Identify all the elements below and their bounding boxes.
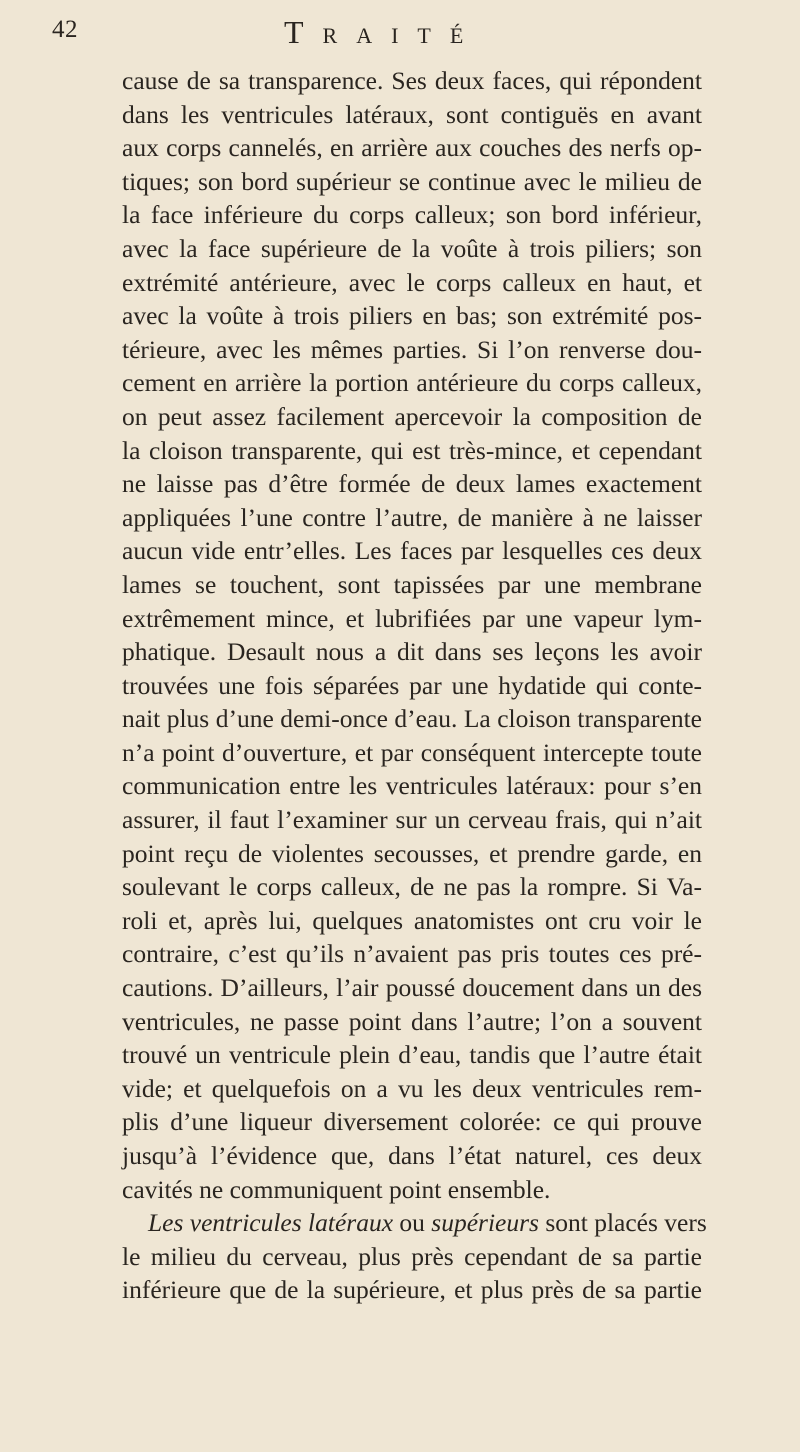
text-line: trouvé un ventricule plein d’eau, tandis que l’autre était xyxy=(122,1040,702,1070)
body-text xyxy=(122,64,707,1307)
text-fragment: sont placés vers xyxy=(538,1208,707,1238)
text-line: cause de sa transparence. Ses deux faces, qui répondent xyxy=(122,66,702,95)
text-line: point reçu de violentes secousses, et prendre garde, en xyxy=(122,838,702,868)
text-line: vide; et quelquefois on a vu les deux ventricules rem- xyxy=(122,1073,702,1103)
text-line: on peut assez facilement apercevoir la composition de xyxy=(122,401,702,431)
text-line: n’a point d’ouverture, et par conséquent intercepte toute xyxy=(122,737,702,767)
text-line: cautions. D’ailleurs, l’air poussé doucement dans un des xyxy=(122,973,702,1003)
text-line: tiques; son bord supérieur se continue avec le milieu de xyxy=(122,166,702,196)
text-line: dans les ventricules latéraux, sont contiguës en avant xyxy=(122,99,702,129)
text-line: cement en arrière la portion antérieure du corps calleux, xyxy=(122,368,702,398)
text-line: appliquées l’une contre l’autre, de manière à ne laisser xyxy=(122,502,702,532)
text-line: roli et, après lui, quelques anatomistes ont cru voir le xyxy=(122,905,702,935)
text-line: ventricules, ne passe point dans l’autre; l’on a souvent xyxy=(122,1006,702,1036)
text-line: communication entre les ventricules latéraux: pour s’en xyxy=(122,771,702,801)
text-line: le milieu du cerveau, plus près cependant de sa partie xyxy=(122,1241,702,1271)
text-fragment: ou xyxy=(393,1208,432,1238)
page-number: 42 xyxy=(52,16,78,43)
text-line: inférieure que de la supérieure, et plus près de sa partie xyxy=(122,1275,702,1305)
text-line: nait plus d’une demi-once d’eau. La cloison transparente xyxy=(122,704,702,734)
italic-term: supérieurs xyxy=(431,1208,539,1238)
text-line: plis d’une liqueur diversement colorée: ce qui prouve xyxy=(122,1107,702,1137)
text-line: avec la face supérieure de la voûte à trois piliers; son xyxy=(122,233,702,263)
text-line: aux corps cannelés, en arrière aux couches des nerfs op- xyxy=(122,133,702,163)
page-header xyxy=(52,14,752,54)
text-line: extrêmement mince, et lubrifiées par une vapeur lym- xyxy=(122,603,702,633)
text-line: extrémité antérieure, avec le corps calleux en haut, et xyxy=(122,267,702,297)
text-line: trouvées une fois séparées par une hydatide qui conte- xyxy=(122,670,702,700)
text-line: soulevant le corps calleux, de ne pas la rompre. Si Va- xyxy=(122,872,702,902)
text-line: jusqu’à l’évidence que, dans l’état naturel, ces deux xyxy=(122,1141,702,1170)
text-line: aucun vide entr’elles. Les faces par lesquelles ces deux xyxy=(122,536,702,566)
text-line-paragraph-end: cavités ne communiquent point ensemble. xyxy=(122,1174,551,1204)
text-line: avec la voûte à trois piliers en bas; son extrémité pos- xyxy=(122,301,702,331)
text-line: assurer, il faut l’examiner sur un cerveau frais, qui n’ait xyxy=(122,805,702,835)
text-line: lames se touchent, sont tapissées par une membrane xyxy=(122,569,702,599)
running-title: Traité xyxy=(284,14,483,50)
text-line: térieure, avec les mêmes parties. Si l’on renverse dou- xyxy=(122,334,702,364)
text-line: la cloison transparente, qui est très-mince, et cependant xyxy=(122,435,702,465)
text-line: phatique. Desault nous a dit dans ses leçons les avoir xyxy=(122,637,702,667)
text-line: ne laisse pas d’être formée de deux lames exactement xyxy=(122,469,702,499)
text-line: contraire, c’est qu’ils n’avaient pas pris toutes ces pré- xyxy=(122,939,702,969)
text-line: la face inférieure du corps calleux; son bord inférieur, xyxy=(122,200,702,230)
italic-term: Les ventricules latéraux xyxy=(148,1208,394,1238)
text-line-paragraph-start xyxy=(122,1206,707,1240)
